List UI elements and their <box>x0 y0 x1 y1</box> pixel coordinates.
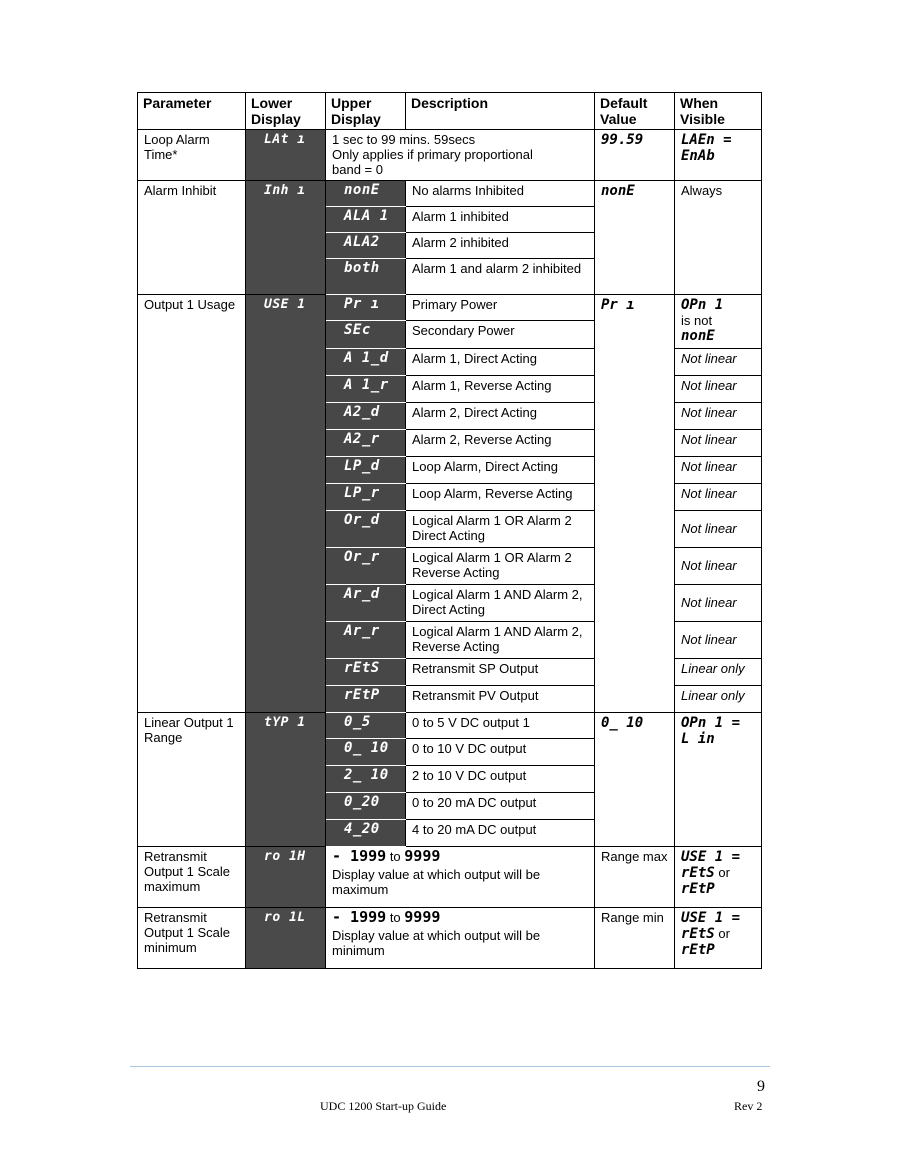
when-code: rEtP <box>681 942 715 958</box>
footer-revision: Rev 2 <box>734 1099 763 1113</box>
header-upper-display: Upper Display <box>326 93 406 130</box>
description: Display value at which output will be maximum <box>332 867 541 897</box>
table-header-row <box>138 93 762 130</box>
when-visible <box>675 847 762 908</box>
upper-display-code: ALA2 <box>344 234 380 250</box>
upper-display-code: both <box>344 260 380 276</box>
when-visible: Always <box>675 181 762 295</box>
table-row-retransmit-max <box>138 847 762 908</box>
param-loop-alarm: Loop Alarm Time* <box>138 130 246 181</box>
when-visible: Not linear <box>675 403 762 430</box>
default-value: Pr ı <box>601 297 635 313</box>
param-retransmit-max: Retransmit Output 1 Scale maximum <box>138 847 246 908</box>
lower-display-code: LAt ı <box>264 132 306 147</box>
option-description: Retransmit SP Output <box>406 659 595 686</box>
page-number: 9 <box>757 1078 765 1095</box>
upper-display-code: A 1_d <box>344 350 389 366</box>
header-description: Description <box>406 93 595 130</box>
option-description: 4 to 20 mA DC output <box>406 820 595 847</box>
range-high: 9999 <box>404 847 441 865</box>
option-description: 0 to 5 V DC output 1 <box>406 713 595 739</box>
when-code: L in <box>681 731 715 747</box>
when-text: or <box>718 926 730 941</box>
option-description: Alarm 1 and alarm 2 inhibited <box>406 259 595 295</box>
option-description: Loop Alarm, Reverse Acting <box>406 484 595 511</box>
option-description: Retransmit PV Output <box>406 686 595 713</box>
upper-display-code: 2_ 10 <box>344 767 389 783</box>
default-value: nonE <box>601 183 635 199</box>
param-alarm-inhibit: Alarm Inhibit <box>138 181 246 295</box>
option-description: Alarm 1, Reverse Acting <box>406 376 595 403</box>
when-visible: Linear only <box>675 686 762 713</box>
range-low: - 1999 <box>332 847 387 865</box>
when-code: rEtP <box>681 881 715 897</box>
upper-display-code: Ar_d <box>344 586 380 602</box>
footer-divider <box>130 1066 770 1067</box>
parameter-table <box>137 92 762 969</box>
when-code: rEtS <box>681 926 715 942</box>
option-description: Logical Alarm 1 OR Alarm 2 Direct Acting <box>406 511 595 548</box>
option-description: 0 to 20 mA DC output <box>406 793 595 820</box>
option-description: Alarm 1, Direct Acting <box>406 349 595 376</box>
when-code: rEtS <box>681 865 715 881</box>
when-visible <box>675 295 762 349</box>
upper-display-code: A2_d <box>344 404 380 420</box>
table-row-retransmit-min <box>138 908 762 969</box>
when-visible: Linear only <box>675 659 762 686</box>
upper-display-code: 4_20 <box>344 821 380 837</box>
param-linear-range: Linear Output 1 Range <box>138 713 246 847</box>
when-visible: Not linear <box>675 349 762 376</box>
desc-line: 1 sec to 99 mins. 59secs <box>332 132 476 147</box>
option-description: 2 to 10 V DC output <box>406 766 595 793</box>
table-row <box>138 713 762 739</box>
header-default-value: Default Value <box>595 93 675 130</box>
range-to: to <box>389 910 401 925</box>
when-visible <box>675 908 762 969</box>
range-high: 9999 <box>404 908 441 926</box>
when-visible: Not linear <box>675 430 762 457</box>
lower-display-code: USE 1 <box>264 297 306 312</box>
desc-loop-alarm <box>326 130 595 181</box>
table-row <box>138 295 762 321</box>
table-row-loop-alarm <box>138 130 762 181</box>
option-description: No alarms Inhibited <box>406 181 595 207</box>
table-row <box>138 181 762 207</box>
when-code: OPn 1 = <box>681 715 741 731</box>
upper-display-code: Pr ı <box>344 296 380 312</box>
when-code: USE 1 = <box>681 910 741 926</box>
when-visible: Not linear <box>675 548 762 585</box>
range-text <box>332 910 589 925</box>
option-description: Logical Alarm 1 AND Alarm 2, Reverse Acting <box>406 622 595 659</box>
upper-display-code: rEtP <box>344 687 380 703</box>
default-value: Range max <box>595 847 675 908</box>
upper-display-code: LP_r <box>344 485 380 501</box>
default-value: 99.59 <box>601 132 644 148</box>
option-description: Secondary Power <box>406 321 595 349</box>
range-to: to <box>389 849 401 864</box>
upper-display-code: A2_r <box>344 431 380 447</box>
lower-display-code: ro 1H <box>264 849 306 864</box>
upper-display-code: ALA 1 <box>344 208 389 224</box>
param-output-usage: Output 1 Usage <box>138 295 246 713</box>
upper-display-code: 0_20 <box>344 794 380 810</box>
option-description: Primary Power <box>406 295 595 321</box>
option-description: Alarm 2, Direct Acting <box>406 403 595 430</box>
option-description: Logical Alarm 1 OR Alarm 2 Reverse Acting <box>406 548 595 585</box>
upper-display-code: Or_r <box>344 549 380 565</box>
default-value: 0_ 10 <box>601 715 644 731</box>
when-code: nonE <box>681 328 715 344</box>
upper-display-code: Ar_r <box>344 623 380 639</box>
when-visible: Not linear <box>675 484 762 511</box>
upper-display-code: LP_d <box>344 458 380 474</box>
description: Display value at which output will be minimum <box>332 928 541 958</box>
header-parameter: Parameter <box>138 93 246 130</box>
when-code: OPn 1 <box>681 297 724 313</box>
lower-display-code: tYP 1 <box>264 715 306 730</box>
range-text <box>332 849 589 864</box>
option-description: Alarm 1 inhibited <box>406 207 595 233</box>
option-description: Alarm 2, Reverse Acting <box>406 430 595 457</box>
param-retransmit-min: Retransmit Output 1 Scale minimum <box>138 908 246 969</box>
upper-display-code: 0_ 10 <box>344 740 389 756</box>
upper-display-code: nonE <box>344 182 380 198</box>
range-low: - 1999 <box>332 908 387 926</box>
header-lower-display: Lower Display <box>246 93 326 130</box>
when-visible <box>675 713 762 847</box>
lower-display-code: ro 1L <box>264 910 306 925</box>
when-text: is not <box>681 313 713 328</box>
default-value: Range min <box>595 908 675 969</box>
option-description: Alarm 2 inhibited <box>406 233 595 259</box>
upper-display-code: A 1_r <box>344 377 389 393</box>
upper-display-code: rEtS <box>344 660 380 676</box>
when-visible: Not linear <box>675 622 762 659</box>
when-visible: Not linear <box>675 585 762 622</box>
option-description: Loop Alarm, Direct Acting <box>406 457 595 484</box>
option-description: 0 to 10 V DC output <box>406 739 595 766</box>
when-visible: Not linear <box>675 376 762 403</box>
option-description: Logical Alarm 1 AND Alarm 2, Direct Acting <box>406 585 595 622</box>
upper-display-code: Or_d <box>344 512 380 528</box>
when-text: or <box>718 865 730 880</box>
upper-display-code: 0_5 <box>344 714 371 730</box>
footer-title: UDC 1200 Start-up Guide <box>320 1099 447 1113</box>
lower-display-code: Inh ı <box>264 183 306 198</box>
header-when-visible: When Visible <box>675 93 762 130</box>
when-visible: LAEn = EnAb <box>681 132 732 164</box>
when-visible: Not linear <box>675 457 762 484</box>
upper-display-code: SEc <box>344 322 371 338</box>
desc-line: Only applies if primary proportional band = 0 <box>332 147 533 177</box>
when-visible: Not linear <box>675 511 762 548</box>
when-code: USE 1 = <box>681 849 741 865</box>
